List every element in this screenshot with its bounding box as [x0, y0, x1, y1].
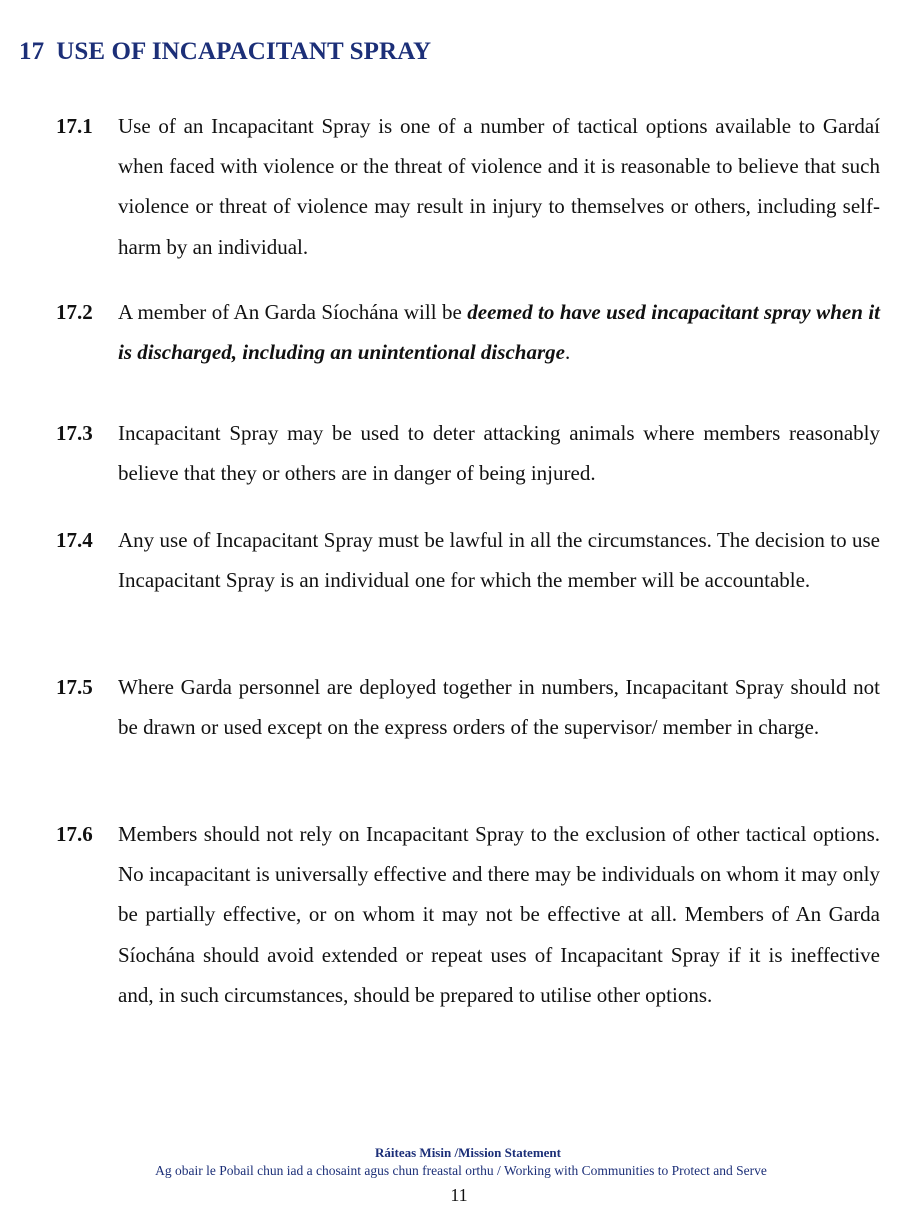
section-number: 17 — [19, 38, 45, 65]
paragraph-number: 17.3 — [56, 421, 93, 445]
section-heading — [19, 38, 431, 66]
footer-mission-title: Ráiteas Misin /Mission Statement — [375, 1145, 561, 1160]
paragraph-text: Where Garda personnel are deployed together in numbers, Incapacitant Spray should not be drawn or used except on the express orders of the supervisor/ member in charge. — [118, 675, 880, 740]
paragraph-text-lead: A member of An Garda Síochána will be — [118, 300, 468, 324]
section-title: USE OF INCAPACITANT SPRAY — [56, 38, 432, 65]
paragraph-number: 17.1 — [56, 114, 93, 138]
paragraph-text: Members should not rely on Incapacitant Spray to the exclusion of other tactical options. No incapacitant is universally effective and there may be individuals on whom it may only be partially effective, or on whom it may not be effective at all. Members of An Garda Síochána should avoid extended or repeat uses of Incapacitant Spray if it is ineffective and, in such circumstances, should be prepared to utilise other options. — [118, 822, 880, 1007]
paragraph-text-trail: . — [564, 340, 571, 365]
paragraph-number: 17.5 — [56, 675, 93, 699]
emphasized-text: deemed to have used incapacitant spray when it is discharged, including an unintentional discharge — [118, 300, 881, 365]
paragraph-number: 17.2 — [56, 300, 93, 324]
page-footer — [0, 1144, 922, 1180]
paragraph-number: 17.6 — [56, 822, 93, 846]
footer-motto: Ag obair le Pobail chun iad a chosaint agus chun freastal orthu / Working with Communities to Protect and Serve — [155, 1163, 767, 1178]
paragraph-text: Any use of Incapacitant Spray must be lawful in all the circumstances. The decision to use Incapacitant Spray is an individual one for which the member will be accountable. — [118, 528, 880, 593]
paragraph-text: Use of an Incapacitant Spray is one of a number of tactical options available to Gardaí when faced with violence or the threat of violence and it is reasonable to believe that such violence or threat of violence may result in injury to themselves or others, including self-harm by an individual. — [118, 114, 880, 259]
paragraph-text: Incapacitant Spray may be used to deter attacking animals where members reasonably believe that they or others are in danger of being injured. — [118, 421, 880, 486]
paragraph-number: 17.4 — [56, 528, 93, 552]
page-number: 11 — [450, 1185, 468, 1205]
paragraph-text — [118, 292, 880, 372]
